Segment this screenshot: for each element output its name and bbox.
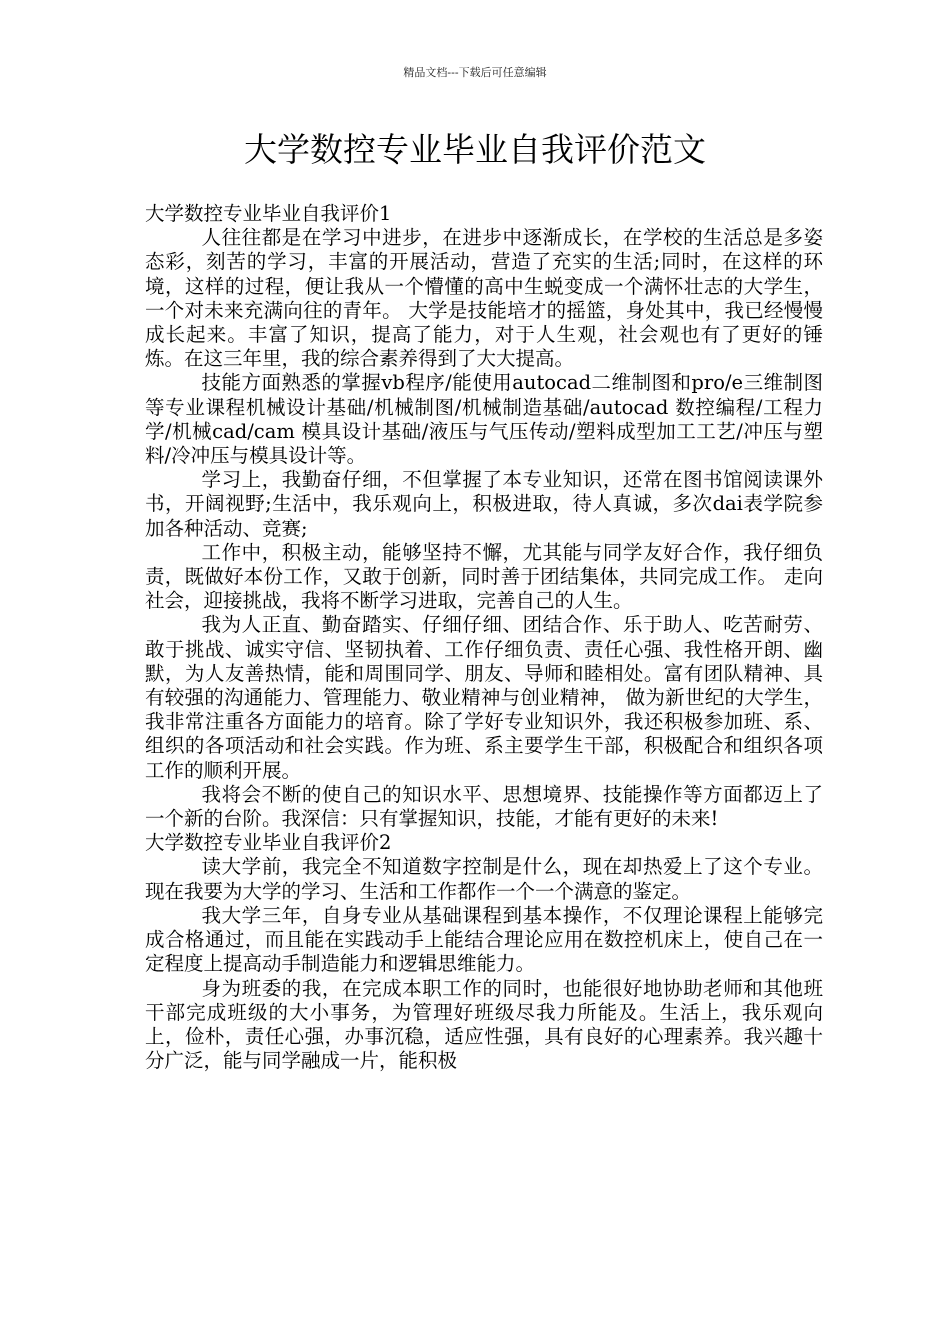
paragraph-7: 读大学前，我完全不知道数字控制是什么，现在却热爱上了这个专业。现在我要为大学的学习、生活和工作都作一个一个满意的鉴定。	[145, 855, 823, 903]
section-heading-1: 大学数控专业毕业自我评价1	[145, 202, 392, 225]
paragraph-5: 我为人正直、勤奋踏实、仔细仔细、团结合作、乐于助人、吃苦耐劳、敢于挑战、诚实守信、坚韧执着、工作仔细负责、责任心强、我性格开朗、幽默，为人友善热情，能和周围同学、朋友、导师和睦相处。富有团队精神、具有较强的沟通能力、管理能力、敬业精神与创业精神， 做为新世纪的大学生，我非常注重各方面能力的培育。除了学好专业知识外，我还积极参加班、系、组织的各项活动和社会实践。作为班、系主要学生干部，积极配合和组织各项工作的顺利开展。	[145, 613, 823, 782]
document-title: 大学数控专业毕业自我评价范文	[244, 130, 706, 169]
paragraph-8: 我大学三年，自身专业从基础课程到基本操作，不仅理论课程上能够完成合格通过，而且能在实践动手上能结合理论应用在数控机床上，使自己在一定程度上提高动手制造能力和逻辑思维能力。	[145, 903, 823, 976]
header-note: 精品文档---下载后可任意编辑	[403, 66, 547, 79]
paragraph-4: 工作中，积极主动，能够坚持不懈，尤其能与同学友好合作，我仔细负责，既做好本份工作，又敢于创新，同时善于团结集体，共同完成工作。 走向社会，迎接挑战，我将不断学习进取，完善自己的人生。	[145, 540, 823, 613]
document-body	[145, 202, 823, 1073]
paragraph-1: 人往往都是在学习中进步，在进步中逐渐成长，在学校的生活总是多姿态彩，刻苦的学习，丰富的开展活动，营造了充实的生活;同时，在这样的环境，这样的过程，便让我从一个懵懂的高中生蜕变成一个满怀壮志的大学生，一个对未来充满向往的青年。 大学是技能培才的摇篮，身处其中，我已经慢慢成长起来。丰富了知识，提高了能力，对于人生观，社会观也有了更好的锤炼。在这三年里，我的综合素养得到了大大提高。	[145, 226, 823, 371]
paragraph-9: 身为班委的我，在完成本职工作的同时，也能很好地协助老师和其他班干部完成班级的大小事务，为管理好班级尽我力所能及。生活上，我乐观向上，俭朴，责任心强，办事沉稳，适应性强，具有良好的心理素养。我兴趣十分广泛，能与同学融成一片，能积极	[145, 976, 823, 1073]
paragraph-2: 技能方面熟悉的掌握vb程序/能使用autocad二维制图和pro/e三维制图等专业课程机械设计基础/机械制图/机械制造基础/autocad 数控编程/工程力学/机械cad/cam 模具设计基础/液压与气压传动/塑料成型加工工艺/冲压与塑料/冷冲压与模具设计等。	[145, 371, 823, 468]
paragraph-3: 学习上，我勤奋仔细，不但掌握了本专业知识，还常在图书馆阅读课外书，开阔视野;生活中，我乐观向上，积极进取，待人真诚，多次dai表学院参加各种活动、竞赛;	[145, 468, 823, 540]
section-heading-2: 大学数控专业毕业自我评价2	[145, 831, 392, 855]
paragraph-6: 我将会不断的使自己的知识水平、思想境界、技能操作等方面都迈上了一个新的台阶。我深信：只有掌握知识，技能，才能有更好的未来!	[145, 782, 823, 831]
